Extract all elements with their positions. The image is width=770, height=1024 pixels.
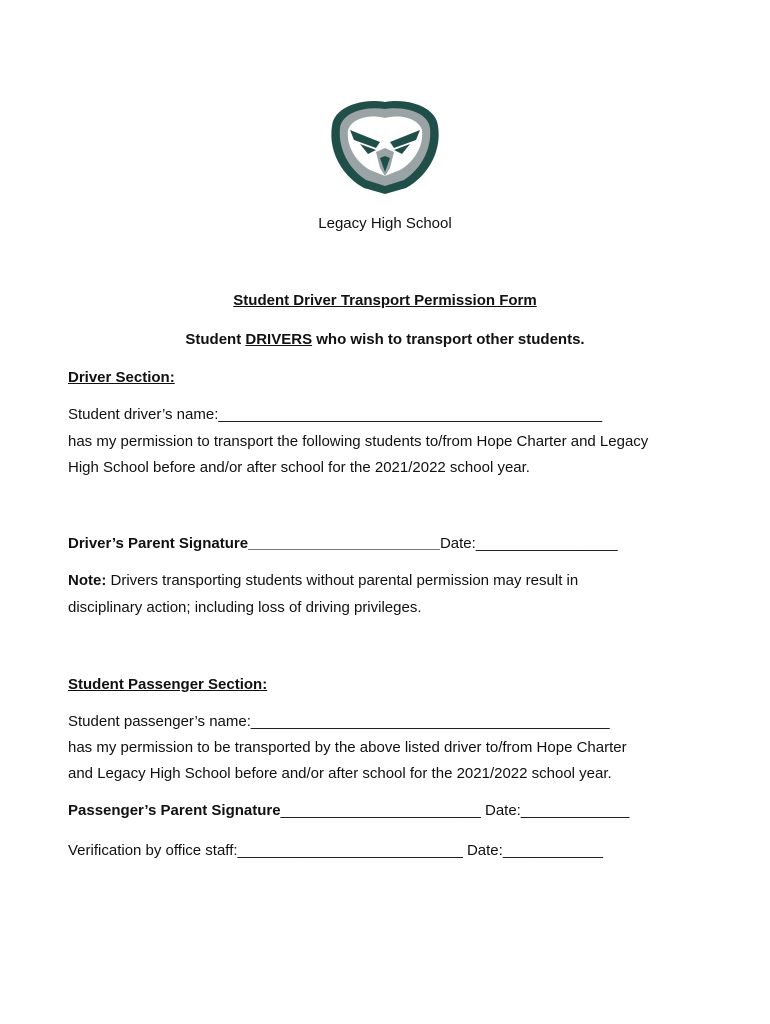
subtitle-emphasis: DRIVERS — [245, 331, 313, 348]
verification-blank[interactable]: ___________________________ — [237, 842, 463, 859]
form-title: Student Driver Transport Permission Form — [233, 292, 537, 309]
driver-signature-label: Driver’s Parent Signature — [68, 535, 249, 552]
passenger-name-blank[interactable]: ___________________________________________ — [250, 713, 610, 730]
driver-permission-line1: has my permission to transport the following students to/from Hope Charter and Legacy — [68, 433, 649, 450]
driver-date-label: Date: — [439, 535, 476, 552]
passenger-permission-line1: has my permission to be transported by the above listed driver to/from Hope Charter — [68, 739, 627, 756]
verification-field[interactable] — [68, 842, 718, 859]
driver-note — [68, 572, 718, 589]
driver-signature-field[interactable] — [68, 535, 718, 552]
passenger-signature-blank[interactable]: ________________________ — [280, 802, 481, 819]
note-line2: disciplinary action; including loss of driving privileges. — [68, 599, 422, 616]
school-name: Legacy High School — [318, 215, 452, 232]
passenger-permission-line2: and Legacy High School before and/or after school for the 2021/2022 school year. — [68, 765, 612, 782]
driver-name-blank[interactable]: ______________________________________________ — [218, 406, 603, 423]
passenger-name-field[interactable] — [68, 713, 718, 730]
passenger-name-label: Student passenger’s name: — [68, 713, 251, 730]
subtitle-prefix: Student — [185, 331, 246, 348]
note-line1: Drivers transporting students without parental permission may result in — [106, 572, 579, 589]
passenger-signature-field[interactable] — [68, 802, 718, 819]
driver-permission-line2: High School before and/or after school for the 2021/2022 school year. — [68, 459, 530, 476]
driver-section-heading: Driver Section: — [68, 369, 175, 386]
note-label: Note: — [68, 572, 107, 589]
verification-date-label: Date: — [462, 842, 503, 859]
passenger-section-heading: Student Passenger Section: — [68, 676, 268, 693]
driver-name-field[interactable] — [68, 406, 718, 423]
driver-date-blank[interactable]: _________________ — [475, 535, 618, 552]
driver-signature-blank[interactable]: _______________________ — [248, 535, 440, 552]
driver-name-label: Student driver’s name: — [68, 406, 219, 423]
passenger-date-blank[interactable]: _____________ — [520, 802, 630, 819]
hawk-mascot-icon — [324, 96, 446, 196]
passenger-date-label: Date: — [480, 802, 521, 819]
verification-date-blank[interactable]: ____________ — [502, 842, 603, 859]
form-subtitle — [0, 331, 770, 348]
passenger-signature-label: Passenger’s Parent Signature — [68, 802, 281, 819]
verification-label: Verification by office staff: — [68, 842, 238, 859]
subtitle-suffix: who wish to transport other students. — [312, 331, 585, 348]
